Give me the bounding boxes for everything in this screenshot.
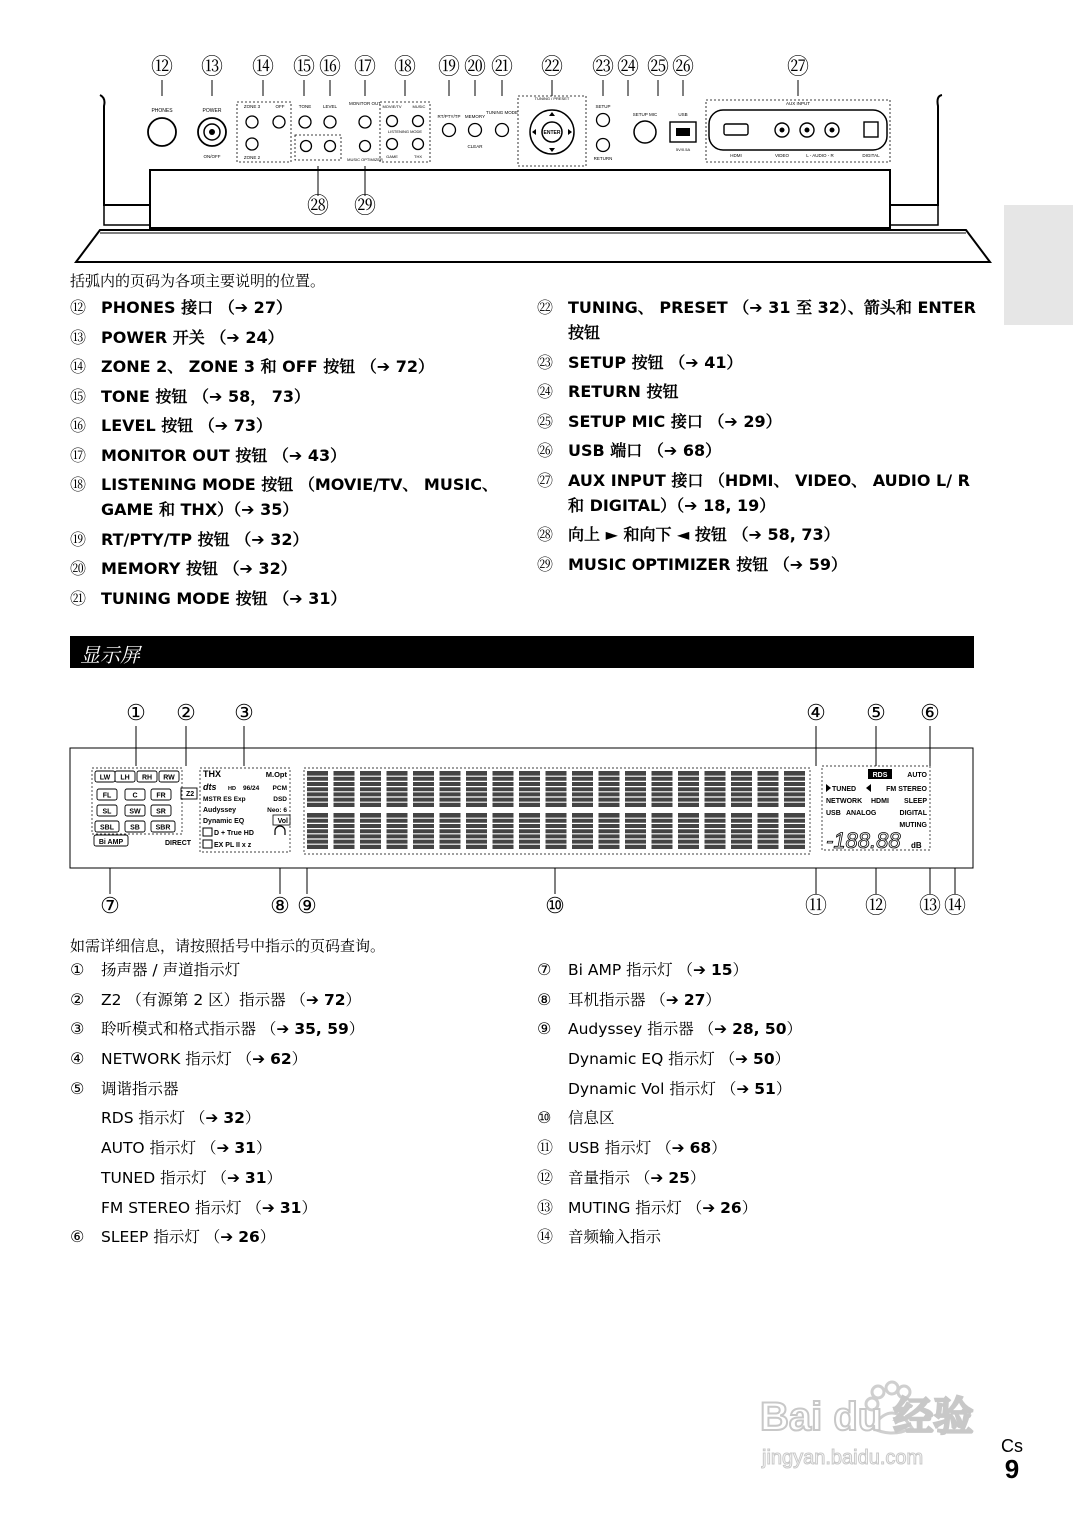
item-number: ⑲ <box>70 529 87 549</box>
item-number: ③ <box>70 1019 85 1039</box>
item-text: 扬声器 / 声道指示灯 <box>101 961 241 979</box>
item-number: ① <box>70 960 85 979</box>
item-text: Dynamic EQ 指示灯 （➔ <box>568 1050 754 1069</box>
diagram-label: SLEEP <box>904 798 927 805</box>
item-text: 调谐指示器 <box>101 1079 179 1098</box>
list-item <box>70 295 510 320</box>
item-text: ZONE 2、 ZONE 3 和 OFF 按钮 （➔ 72） <box>101 357 435 376</box>
item-text: AUTO 指示灯 （➔ <box>101 1139 235 1158</box>
list-item <box>70 443 510 468</box>
diagram-label: TONE <box>298 104 312 109</box>
speaker-indicator-label: SL <box>102 808 112 816</box>
speaker-indicator-label: SR <box>156 808 166 816</box>
item-text: Z2 （有源第 2 区）指示器 （➔ <box>101 990 324 1009</box>
callout-number: ㉙ <box>353 193 377 218</box>
diagram-label: ANALOG <box>846 810 877 817</box>
list-item <box>70 325 510 350</box>
callout-number: ㉖ <box>671 54 695 79</box>
display-callouts-top <box>126 700 940 766</box>
speaker-indicator-label: FR <box>156 792 166 800</box>
list-item <box>537 438 977 463</box>
list-item <box>537 409 977 434</box>
item-number: ⑤ <box>70 1078 85 1098</box>
item-page-ref: 31 <box>279 1198 302 1217</box>
diagram-label: HDMI <box>871 798 889 805</box>
list-item <box>70 413 510 438</box>
callout-number: ㉕ <box>646 54 670 79</box>
item-text: TONE 按钮 （➔ 58， 73） <box>101 386 311 406</box>
item-number: ⑬ <box>537 1197 554 1217</box>
diagram-label: MUSIC OPTIMIZER <box>347 157 383 162</box>
diagram-label: ON/OFF <box>203 154 221 159</box>
list-item: ⑧ 耳机指示器 （➔ 27） <box>537 988 977 1012</box>
item-text: POWER 开关 （➔ 24） <box>101 327 284 347</box>
list-item: ⑨ Audyssey 指示器 （➔ 28, 50） <box>537 1017 977 1041</box>
item-text: MUTING 指示灯 （➔ <box>568 1198 721 1217</box>
page-number <box>1001 1436 1023 1484</box>
list-item <box>537 522 977 547</box>
speaker-indicator-label: RW <box>163 774 175 782</box>
speaker-indicator-label: C <box>132 792 138 800</box>
item-number: ④ <box>70 1049 85 1069</box>
callout-number: ⑱ <box>393 54 417 79</box>
diagram-label: GAME <box>386 154 398 159</box>
list-item <box>70 527 510 552</box>
diagram-label: MOVIE/TV <box>382 104 402 109</box>
list-item: RDS 指示灯 （➔ 32） <box>101 1109 261 1128</box>
power-label: POWER <box>202 108 222 114</box>
diagram-label: ZONE 2 <box>243 155 261 160</box>
item-text: SETUP 按钮 （➔ 41） <box>568 352 743 372</box>
diagram-label: RETURN <box>593 156 613 161</box>
callout-number: ⑤ <box>866 700 886 725</box>
speaker-indicator-label: RH <box>141 774 153 782</box>
item-text: Bi AMP 指示灯 （➔ <box>568 961 711 979</box>
callout-number: ⑦ <box>100 893 120 918</box>
callout-number: ⑲ <box>437 54 461 79</box>
item-text: USB 指示灯 （➔ <box>568 1139 690 1158</box>
item-number: ⑰ <box>70 445 87 465</box>
list-item: ⑪ USB 指示灯 （➔ 68） <box>537 1136 977 1160</box>
phones-jack <box>148 118 176 146</box>
callout-number: ⑥ <box>920 700 940 725</box>
diagram-label: RDS <box>872 772 888 779</box>
callout-number: ⑧ <box>270 893 290 918</box>
item-text: RDS 指示灯 （➔ <box>101 1109 224 1128</box>
list-item <box>70 472 510 522</box>
callout-number: ④ <box>806 700 826 725</box>
item-text: MEMORY 按钮 （➔ 32） <box>101 559 297 578</box>
list-item <box>537 350 977 375</box>
phones-label: PHONES <box>151 108 173 114</box>
item-number: ② <box>70 989 85 1009</box>
list-item: TUNED 指示灯 （➔ 31） <box>101 1168 282 1187</box>
speaker-indicator-label: LW <box>99 774 111 782</box>
diagram-label: FM STEREO <box>886 786 927 793</box>
diagram-label: LISTENING MODE <box>387 129 423 134</box>
list-item <box>70 586 510 611</box>
list-item: ⑬ MUTING 指示灯 （➔ 26） <box>537 1196 977 1220</box>
item-text: SLEEP 指示灯 （➔ <box>101 1228 239 1247</box>
diagram-label: USB <box>678 112 688 117</box>
item-number: ⑫ <box>70 298 87 317</box>
diagram-label: CLEAR <box>467 144 483 149</box>
item-number: ㉕ <box>537 411 554 431</box>
item-page-ref: 68 <box>689 1139 712 1158</box>
item-text: FM STEREO 指示灯 （➔ <box>101 1198 280 1217</box>
display-callouts-bottom <box>100 868 966 918</box>
baidu-watermark <box>760 1378 1010 1478</box>
item-number: ⑮ <box>70 386 87 406</box>
front-panel-diagram <box>0 50 1073 270</box>
item-page-ref: 27 <box>683 990 706 1009</box>
list-item <box>70 384 510 409</box>
item-text: SETUP MIC 接口 （➔ 29） <box>568 411 782 431</box>
item-page-ref: 50 <box>753 1050 775 1069</box>
speaker-indicator-label: LH <box>120 774 130 782</box>
item-text: LEVEL 按钮 （➔ 73） <box>101 416 273 435</box>
item-number: ⑨ <box>537 1019 552 1039</box>
item-text: TUNING MODE 按钮 （➔ 31） <box>101 588 347 608</box>
item-number: ⑩ <box>537 1108 552 1128</box>
diagram-label: AUTO <box>907 772 927 779</box>
diagram-label: LEVEL <box>322 104 338 109</box>
callout-number: ⑨ <box>297 893 317 918</box>
callout-number: ㉗ <box>786 54 810 79</box>
item-page-ref: 72 <box>323 990 346 1009</box>
display-diagram <box>0 698 1073 926</box>
item-number: ⑯ <box>70 416 87 435</box>
callout-number: ㉓ <box>591 54 615 79</box>
diagram-label: SETUP <box>595 104 611 109</box>
diagram-label: 5V/0.5A <box>675 147 691 152</box>
list-item: Dynamic Vol 指示灯 （➔ 51） <box>568 1079 792 1098</box>
item-page-ref: 26 <box>238 1228 260 1247</box>
item-number: ⑫ <box>537 1167 554 1187</box>
list-item: ⑦ Bi AMP 指示灯 （➔ 15） <box>537 958 977 982</box>
item-text: 耳机指示器 （➔ <box>568 990 684 1009</box>
diagram-label: ENTER <box>543 130 561 136</box>
page-lang: Cs <box>1001 1436 1023 1456</box>
list-item: ④ NETWORK 指示灯 （➔ 62） <box>70 1047 510 1071</box>
callout-number: ③ <box>234 700 254 725</box>
diagram-label: MUTING <box>899 822 927 829</box>
item-number: ㉓ <box>537 352 554 372</box>
callout-number: ⑰ <box>353 54 377 79</box>
diagram-label: M.Opt <box>265 770 287 779</box>
info-area-cells <box>307 771 805 849</box>
diagram-label: Dynamic EQ <box>203 818 245 825</box>
list-item <box>70 1077 510 1101</box>
item-text: 向上 ► 和向下 ◄ 按钮 （➔ 58, 73） <box>568 525 840 544</box>
diagram-label: Bi AMP <box>98 839 124 846</box>
diagram-label: DIRECT <box>165 840 192 847</box>
diagram-label: MONITOR OUT <box>349 101 381 106</box>
list-item <box>70 556 510 581</box>
speaker-indicator-label: SBR <box>155 824 171 832</box>
diagram-label: AUX INPUT <box>785 101 811 106</box>
speaker-indicator-label: SB <box>130 824 140 832</box>
diagram-label: NETWORK <box>826 798 863 805</box>
list-item <box>537 1225 977 1249</box>
diagram-label: -188.88 <box>826 828 901 853</box>
list-item <box>537 468 977 518</box>
diagram-label: VIDEO <box>774 153 790 158</box>
speaker-indicator-label: SW <box>129 808 141 816</box>
item-text: 音频输入指示 <box>568 1228 662 1247</box>
list-item <box>70 958 510 982</box>
top-callouts <box>151 54 809 96</box>
list-item <box>537 552 977 577</box>
item-text: 音量指示 （➔ <box>568 1168 669 1187</box>
item-text: Dynamic Vol 指示灯 （➔ <box>568 1079 755 1098</box>
item-number: ㉒ <box>537 298 554 317</box>
callout-number: ⑩ <box>545 893 565 918</box>
callout-number: ⑯ <box>318 54 342 79</box>
callout-number: ⑫ <box>864 893 888 918</box>
list-item <box>537 1106 977 1130</box>
list-item <box>537 295 977 345</box>
callout-number: ㉒ <box>540 54 564 79</box>
list-item: ⑥ SLEEP 指示灯 （➔ 26） <box>70 1225 510 1249</box>
diagram-label: TUNING / PRESET <box>534 96 570 101</box>
diagram-label: Audyssey <box>203 807 237 814</box>
callout-number: ㉘ <box>306 193 330 218</box>
callout-number: ⑭ <box>943 893 967 918</box>
item-text: TUNED 指示灯 （➔ <box>101 1168 245 1187</box>
display-list-left <box>70 958 510 1255</box>
diagram-label: THX <box>203 769 221 779</box>
diagram-label: dB <box>911 841 922 850</box>
section-header <box>70 636 974 668</box>
diagram-label: OFF <box>275 104 285 109</box>
item-text: USB 端口 （➔ 68） <box>568 441 722 460</box>
diagram-label: ZONE 3 <box>243 104 261 109</box>
diagram-label: dts <box>203 782 217 792</box>
callout-number: ㉑ <box>490 54 514 79</box>
list-item <box>537 379 977 404</box>
item-page-ref: 31 <box>234 1139 256 1158</box>
diagram-label: Vol <box>277 818 288 825</box>
diagram-label: HDMI <box>730 153 742 158</box>
diagram-label: EX PL II x z <box>214 842 252 849</box>
callout-number: ⑫ <box>150 54 174 79</box>
diagram-label: Z2 <box>186 791 195 798</box>
diagram-label: PCM <box>272 785 287 792</box>
diagram-label: L - AUDIO - R <box>806 153 834 158</box>
speaker-indicators <box>95 771 179 832</box>
item-page-ref: 25 <box>668 1168 690 1187</box>
item-page-ref: 26 <box>720 1198 742 1217</box>
caption-top: 括弧内的页码为各项主要说明的位置。 <box>70 272 326 290</box>
callout-number: ⑬ <box>918 893 942 918</box>
list-item: Dynamic EQ 指示灯 （➔ 50） <box>568 1050 791 1069</box>
item-text: RT/PTY/TP 按钮 （➔ 32） <box>101 529 309 549</box>
item-text: 聆听模式和格式指示器 （➔ <box>101 1020 295 1039</box>
diagram-label: MSTR ES Exp <box>203 796 246 803</box>
item-page-ref: 51 <box>754 1079 776 1098</box>
item-number: ㉗ <box>537 470 554 490</box>
diagram-label: RT/PTY/TP <box>437 114 461 119</box>
diagram-label: DIGITAL <box>862 153 880 158</box>
speaker-indicator-label: FL <box>102 792 112 800</box>
item-number: ㉖ <box>537 441 554 460</box>
item-text: MONITOR OUT 按钮 （➔ 43） <box>101 445 347 465</box>
speaker-indicator-label: SBL <box>100 824 114 832</box>
item-text: RETURN 按钮 <box>568 382 679 401</box>
item-number: ⑭ <box>537 1227 554 1247</box>
item-page-ref: 15 <box>710 961 733 979</box>
callout-number: ⑭ <box>251 54 275 79</box>
item-page-ref: 62 <box>270 1050 292 1069</box>
item-text: Audyssey 指示器 （➔ <box>568 1020 733 1039</box>
front-panel-list-left <box>70 295 510 615</box>
item-text: PHONES 接口 （➔ 27） <box>101 298 292 317</box>
diagram-label: THX <box>414 154 422 159</box>
watermark-url: jingyan.baidu.com <box>762 1447 924 1469</box>
item-text: MUSIC OPTIMIZER 按钮 （➔ 59） <box>568 554 848 574</box>
callout-number: ⑪ <box>804 893 828 918</box>
caption-display: 如需详细信息，请按照括号中指示的页码查询。 <box>70 937 386 955</box>
diagram-label: 96/24 <box>243 785 260 792</box>
callout-number: ⑬ <box>200 54 224 79</box>
diagram-label: HD <box>228 786 236 792</box>
diagram-label: MEMORY <box>464 114 486 119</box>
callout-number: ㉔ <box>616 54 640 79</box>
display-list-right <box>537 958 977 1255</box>
item-number: ⑬ <box>70 327 87 347</box>
item-page-ref: 31 <box>244 1168 267 1187</box>
diagram-label: USB <box>826 810 841 817</box>
item-number: ⑥ <box>70 1227 85 1247</box>
callout-number: ① <box>126 700 146 725</box>
item-number: ⑧ <box>537 989 552 1009</box>
item-number: ⑳ <box>70 559 87 578</box>
diagram-label: TUNED <box>832 786 857 793</box>
list-item: FM STEREO 指示灯 （➔ 31） <box>101 1198 317 1217</box>
list-item: ③ 聆听模式和格式指示器 （➔ 35, 59） <box>70 1017 510 1041</box>
diagram-label: TUNING MODE <box>486 110 518 115</box>
item-number: ⑭ <box>70 357 87 376</box>
list-item: ② Z2 （有源第 2 区）指示器 （➔ 72） <box>70 988 510 1012</box>
item-text: TUNING、 PRESET （➔ 31 至 32）、箭头和 ENTER 按钮 <box>568 298 976 342</box>
item-text: LISTENING MODE 按钮 （MOVIE/TV、 MUSIC、 GAME 和 THX）（➔ 35） <box>101 475 499 519</box>
item-number: ㉘ <box>537 525 554 544</box>
diagram-label: Neo: 6 <box>267 807 287 814</box>
diagram-label: MUSIC <box>412 104 426 109</box>
item-number: ㉑ <box>70 588 87 608</box>
item-text: NETWORK 指示灯 （➔ <box>101 1050 271 1069</box>
callout-number: ⑳ <box>463 54 487 79</box>
item-text: AUX INPUT 接口 （HDMI、 VIDEO、 AUDIO L/ R 和 DIGITAL）（➔ 18, 19） <box>568 470 970 515</box>
item-page-ref: 32 <box>223 1109 245 1128</box>
callout-number: ⑮ <box>292 54 316 79</box>
item-number: ⑦ <box>537 960 552 979</box>
item-page-ref: 35, 59 <box>294 1020 349 1039</box>
item-number: ⑱ <box>70 475 87 494</box>
diagram-label: DIGITAL <box>899 810 927 817</box>
page-num: 9 <box>1004 1454 1020 1484</box>
list-item <box>70 354 510 379</box>
watermark-brand: Bai du 经验 <box>760 1395 974 1439</box>
item-number: ⑪ <box>537 1138 554 1158</box>
section-title: 显示屏 <box>80 643 140 667</box>
diagram-label: D + True HD <box>214 830 254 837</box>
item-number: ㉙ <box>537 554 554 574</box>
item-text: 信息区 <box>568 1109 615 1128</box>
list-item: AUTO 指示灯 （➔ 31） <box>101 1139 272 1158</box>
item-number: ㉔ <box>537 382 554 401</box>
list-item: ⑫ 音量指示 （➔ 25） <box>537 1166 977 1190</box>
diagram-label: DSD <box>273 796 287 803</box>
diagram-label: SETUP MIC <box>632 112 658 117</box>
item-page-ref: 28, 50 <box>732 1020 787 1039</box>
lower-callouts <box>307 166 376 218</box>
front-panel-list-right <box>537 295 977 581</box>
callout-number: ② <box>176 700 196 725</box>
